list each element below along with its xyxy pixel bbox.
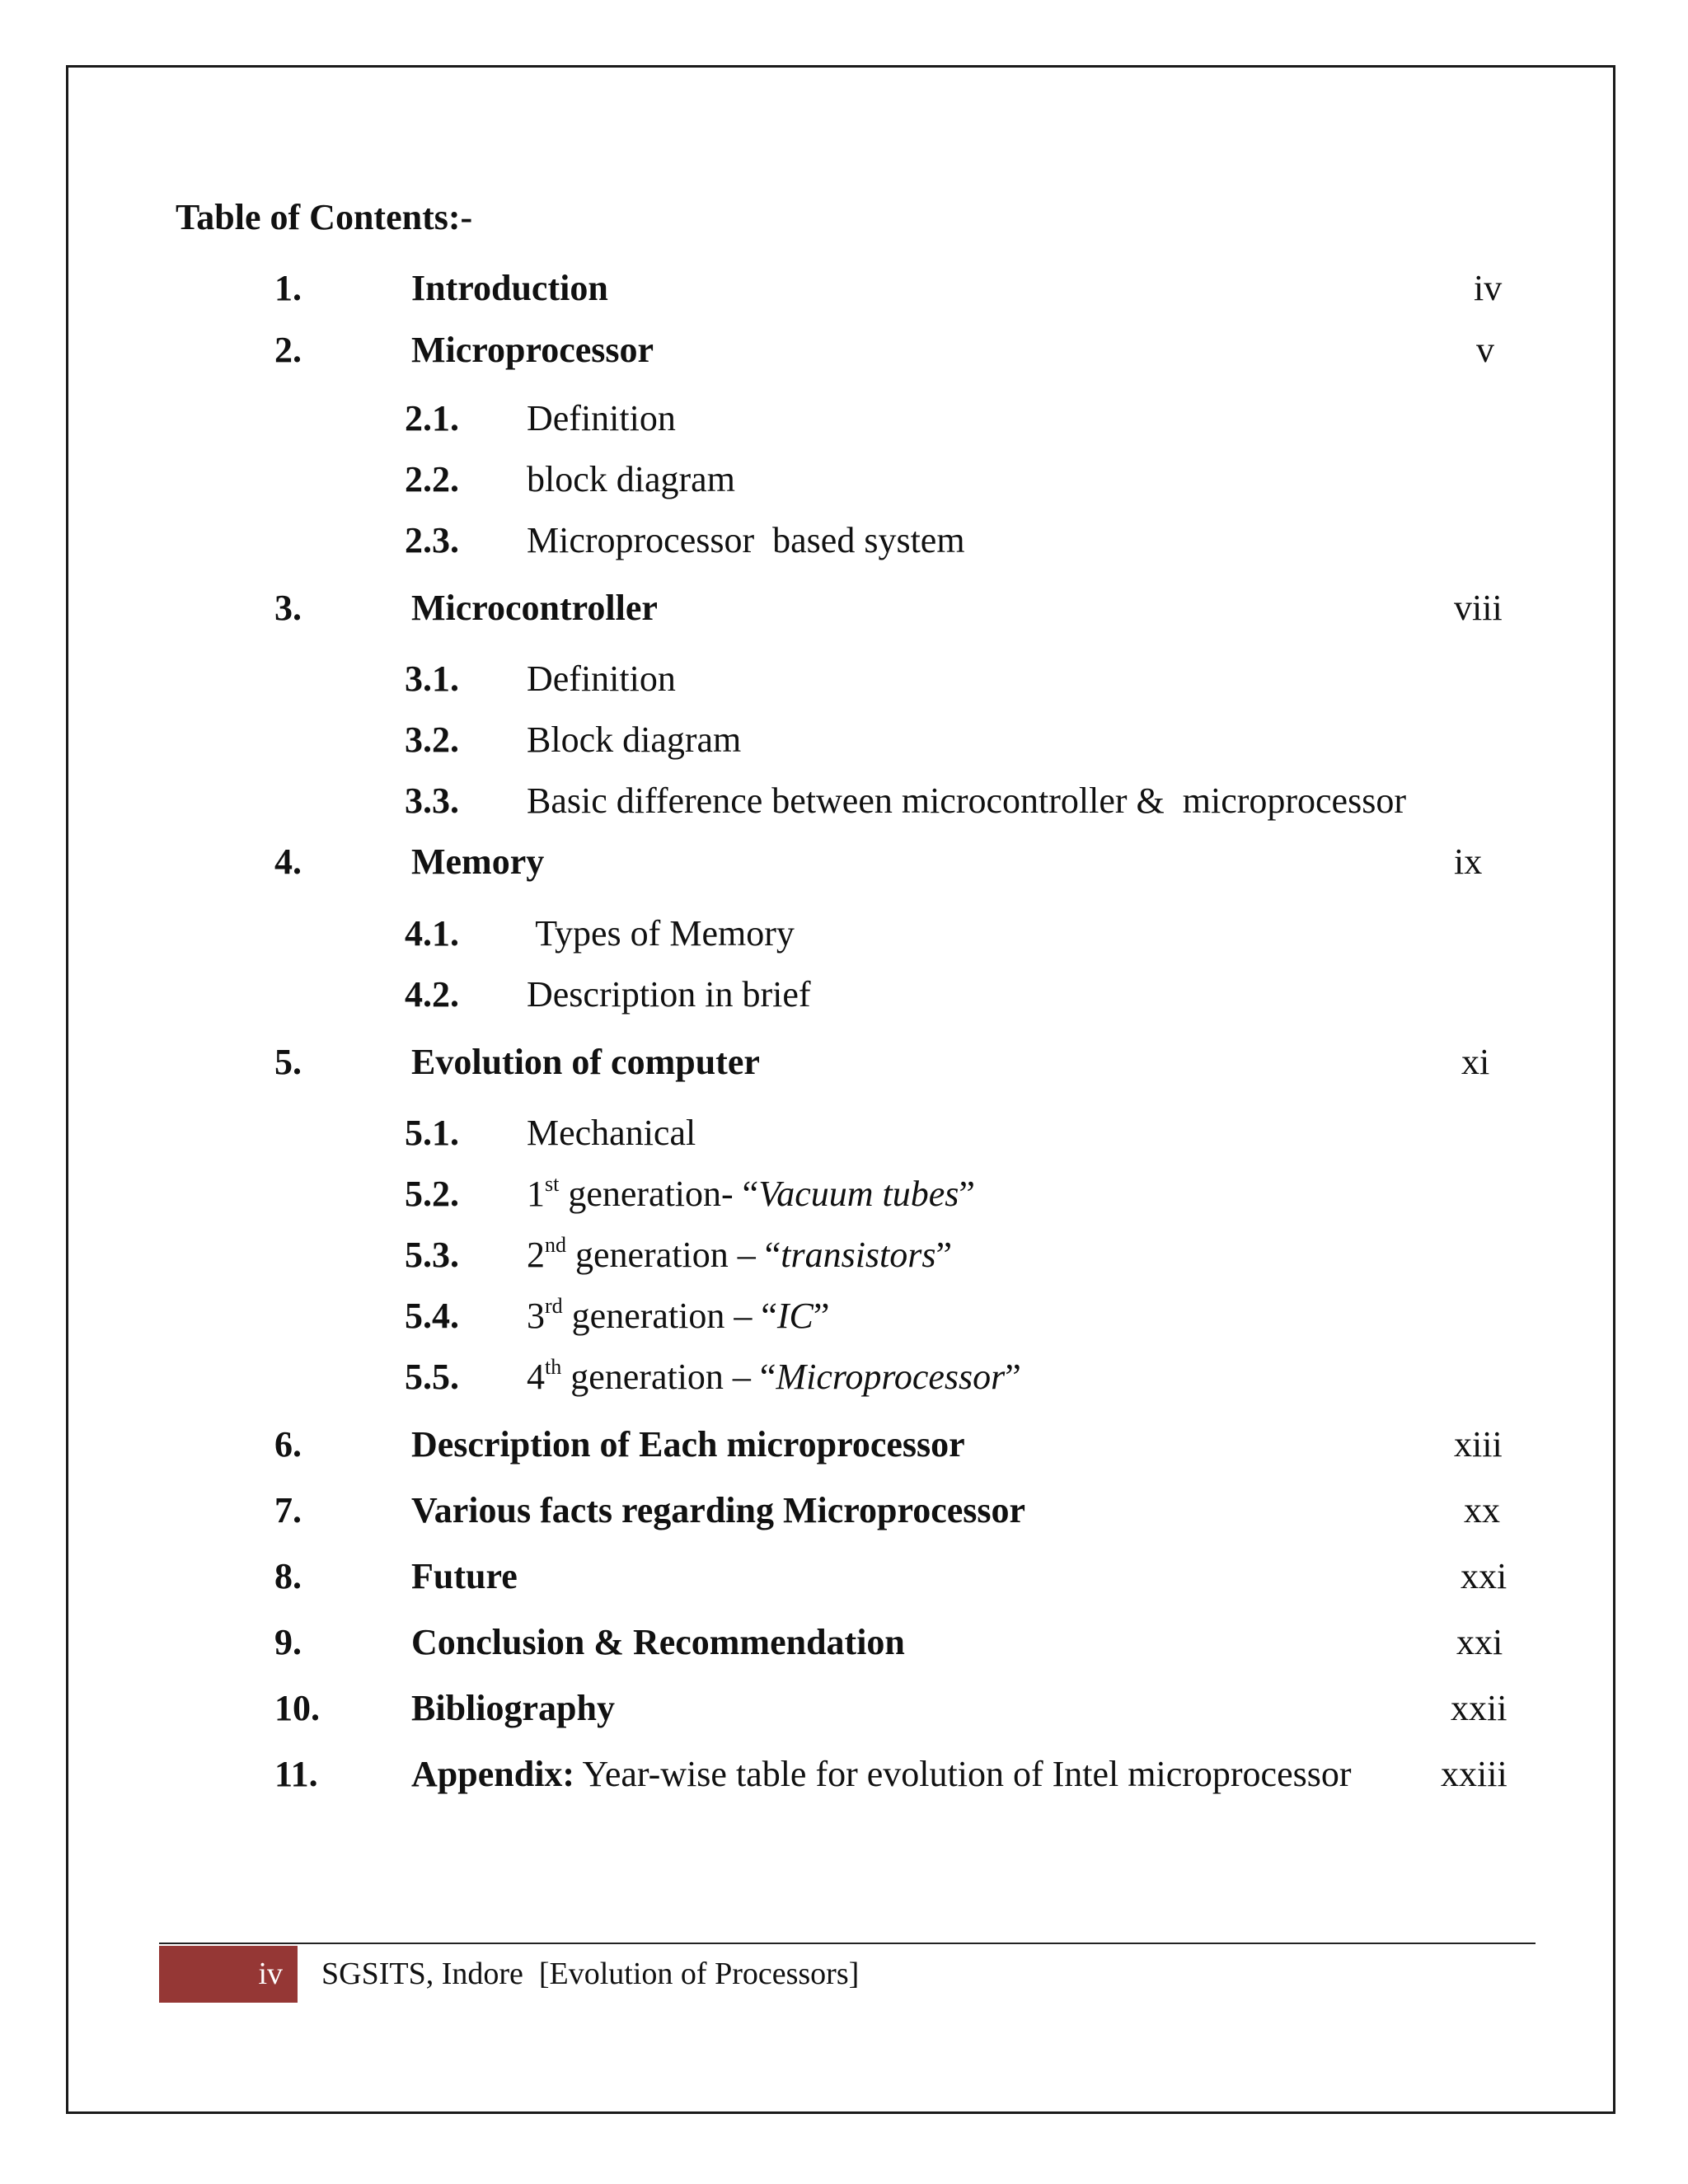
subentry-number: 3.3. bbox=[405, 780, 459, 821]
subentry-number: 3.1. bbox=[405, 658, 459, 699]
closing-quote: ” bbox=[959, 1174, 975, 1214]
entry-number: 8. bbox=[274, 1556, 302, 1596]
closing-quote: ” bbox=[935, 1235, 953, 1275]
entry-page: xxiii bbox=[1441, 1754, 1507, 1794]
generation-ordinal: 2 bbox=[527, 1235, 545, 1275]
subentry-number: 4.2. bbox=[405, 974, 459, 1015]
toc-subentry-fourth-generation[interactable] bbox=[0, 1352, 1688, 1402]
subentry-title: Microprocessor based system bbox=[527, 520, 965, 560]
toc-entry-conclusion[interactable] bbox=[0, 1618, 1688, 1667]
entry-title: Conclusion & Recommendation bbox=[411, 1622, 905, 1662]
subentry-title: Description in brief bbox=[527, 974, 811, 1015]
entry-number: 4. bbox=[274, 841, 302, 882]
subentry-title bbox=[527, 1352, 1021, 1402]
entry-number: 7. bbox=[274, 1490, 302, 1530]
entry-number: 2. bbox=[274, 330, 302, 370]
entry-title: Introduction bbox=[411, 268, 608, 308]
subentry-title: Definition bbox=[527, 398, 676, 438]
entry-page: viii bbox=[1454, 588, 1503, 628]
subentry-number: 5.2. bbox=[405, 1174, 459, 1214]
subentry-number: 2.3. bbox=[405, 520, 459, 560]
entry-page: xxi bbox=[1456, 1622, 1503, 1662]
toc-entry-various-facts[interactable] bbox=[0, 1486, 1688, 1535]
toc-entry-microprocessor[interactable] bbox=[0, 326, 1688, 375]
entry-title: Microprocessor bbox=[411, 330, 654, 370]
entry-page: xiii bbox=[1454, 1424, 1503, 1465]
toc-subentry-second-generation[interactable] bbox=[0, 1230, 1688, 1280]
entry-number: 1. bbox=[274, 268, 302, 308]
generation-term: IC bbox=[776, 1296, 814, 1336]
subentry-number: 4.1. bbox=[405, 913, 459, 954]
generation-text: generation – “ bbox=[566, 1235, 781, 1275]
entry-page: ix bbox=[1454, 841, 1483, 882]
entry-number: 5. bbox=[274, 1042, 302, 1082]
entry-title: Microcontroller bbox=[411, 588, 658, 628]
footer-page-badge bbox=[159, 1946, 298, 2003]
toc-subentry-definition[interactable] bbox=[0, 394, 1688, 443]
toc-subentry-mechanical[interactable] bbox=[0, 1108, 1688, 1158]
entry-page: xx bbox=[1464, 1490, 1500, 1530]
toc-entry-description-of-each-microprocessor[interactable] bbox=[0, 1420, 1688, 1469]
toc-subentry-third-generation[interactable] bbox=[0, 1291, 1688, 1341]
subentry-title bbox=[527, 1169, 975, 1219]
entry-page: xxii bbox=[1451, 1688, 1507, 1728]
entry-page: xxi bbox=[1461, 1556, 1507, 1596]
ordinal-suffix: nd bbox=[545, 1233, 566, 1258]
subentry-title bbox=[527, 1230, 952, 1280]
generation-term: transistors bbox=[781, 1235, 936, 1275]
entry-number: 11. bbox=[274, 1754, 318, 1794]
subentry-title: Block diagram bbox=[527, 719, 742, 760]
toc-subentry-block-diagram[interactable] bbox=[0, 455, 1688, 504]
subentry-number: 5.5. bbox=[405, 1357, 459, 1397]
toc-subentry-first-generation[interactable] bbox=[0, 1169, 1688, 1219]
generation-term: Microprocessor bbox=[776, 1357, 1006, 1397]
closing-quote: ” bbox=[1005, 1357, 1021, 1397]
entry-number: 10. bbox=[274, 1688, 320, 1728]
generation-text: generation – “ bbox=[562, 1296, 777, 1336]
generation-text: generation – “ bbox=[561, 1357, 776, 1397]
toc-subentry-basic-difference[interactable] bbox=[0, 776, 1688, 826]
entry-page: xi bbox=[1461, 1042, 1490, 1082]
toc-subentry-definition[interactable] bbox=[0, 654, 1688, 704]
toc-subentry-types-of-memory[interactable] bbox=[0, 909, 1688, 958]
toc-subentry-description-in-brief[interactable] bbox=[0, 970, 1688, 1019]
toc-entry-evolution-of-computer[interactable] bbox=[0, 1038, 1688, 1087]
subentry-number: 2.1. bbox=[405, 398, 459, 438]
toc-entry-bibliography[interactable] bbox=[0, 1684, 1688, 1733]
generation-term: Vacuum tubes bbox=[758, 1174, 959, 1214]
subentry-title: block diagram bbox=[527, 459, 735, 499]
entry-title: Various facts regarding Microprocessor bbox=[411, 1490, 1026, 1530]
closing-quote: ” bbox=[813, 1296, 830, 1336]
entry-title: Memory bbox=[411, 841, 545, 882]
appendix-label: Appendix: bbox=[411, 1754, 575, 1794]
subentry-number: 5.4. bbox=[405, 1296, 459, 1336]
toc-entry-microcontroller[interactable] bbox=[0, 583, 1688, 633]
toc-subentry-microprocessor-based-system[interactable] bbox=[0, 516, 1688, 565]
subentry-title: Definition bbox=[527, 658, 676, 699]
entry-title: Bibliography bbox=[411, 1688, 615, 1728]
subentry-title: Types of Memory bbox=[527, 913, 795, 954]
entry-title: Future bbox=[411, 1556, 518, 1596]
ordinal-suffix: st bbox=[545, 1172, 560, 1197]
subentry-number: 2.2. bbox=[405, 459, 459, 499]
toc-subentry-block-diagram[interactable] bbox=[0, 715, 1688, 765]
subentry-title bbox=[527, 1291, 829, 1341]
toc-entry-future[interactable] bbox=[0, 1552, 1688, 1601]
generation-text: generation- “ bbox=[559, 1174, 759, 1214]
entry-title bbox=[411, 1750, 1352, 1799]
toc-entry-appendix[interactable] bbox=[0, 1750, 1688, 1799]
appendix-detail: Year-wise table for evolution of Intel microprocessor bbox=[574, 1754, 1352, 1794]
subentry-title: Mechanical bbox=[527, 1113, 696, 1153]
entry-page: v bbox=[1476, 330, 1494, 370]
footer-text: SGSITS, Indore [Evolution of Processors] bbox=[321, 1957, 860, 1991]
entry-title: Description of Each microprocessor bbox=[411, 1424, 965, 1465]
subentry-number: 5.1. bbox=[405, 1113, 459, 1153]
subentry-number: 5.3. bbox=[405, 1235, 459, 1275]
generation-ordinal: 4 bbox=[527, 1357, 545, 1397]
generation-ordinal: 1 bbox=[527, 1174, 545, 1214]
entry-number: 9. bbox=[274, 1622, 302, 1662]
subentry-title: Basic difference between microcontroller & microprocessor bbox=[527, 780, 1406, 821]
entry-page: iv bbox=[1474, 268, 1503, 308]
entry-number: 3. bbox=[274, 588, 302, 628]
toc-heading: Table of Contents:- bbox=[176, 197, 473, 237]
ordinal-suffix: th bbox=[545, 1355, 562, 1380]
ordinal-suffix: rd bbox=[545, 1294, 563, 1319]
subentry-number: 3.2. bbox=[405, 719, 459, 760]
toc-entry-memory[interactable] bbox=[0, 837, 1688, 887]
toc-entry-introduction[interactable] bbox=[0, 264, 1688, 313]
footer-page-number: iv bbox=[258, 1957, 283, 1991]
generation-ordinal: 3 bbox=[527, 1296, 545, 1336]
footer-rule bbox=[159, 1943, 1536, 1944]
entry-number: 6. bbox=[274, 1424, 302, 1465]
entry-title: Evolution of computer bbox=[411, 1042, 760, 1082]
